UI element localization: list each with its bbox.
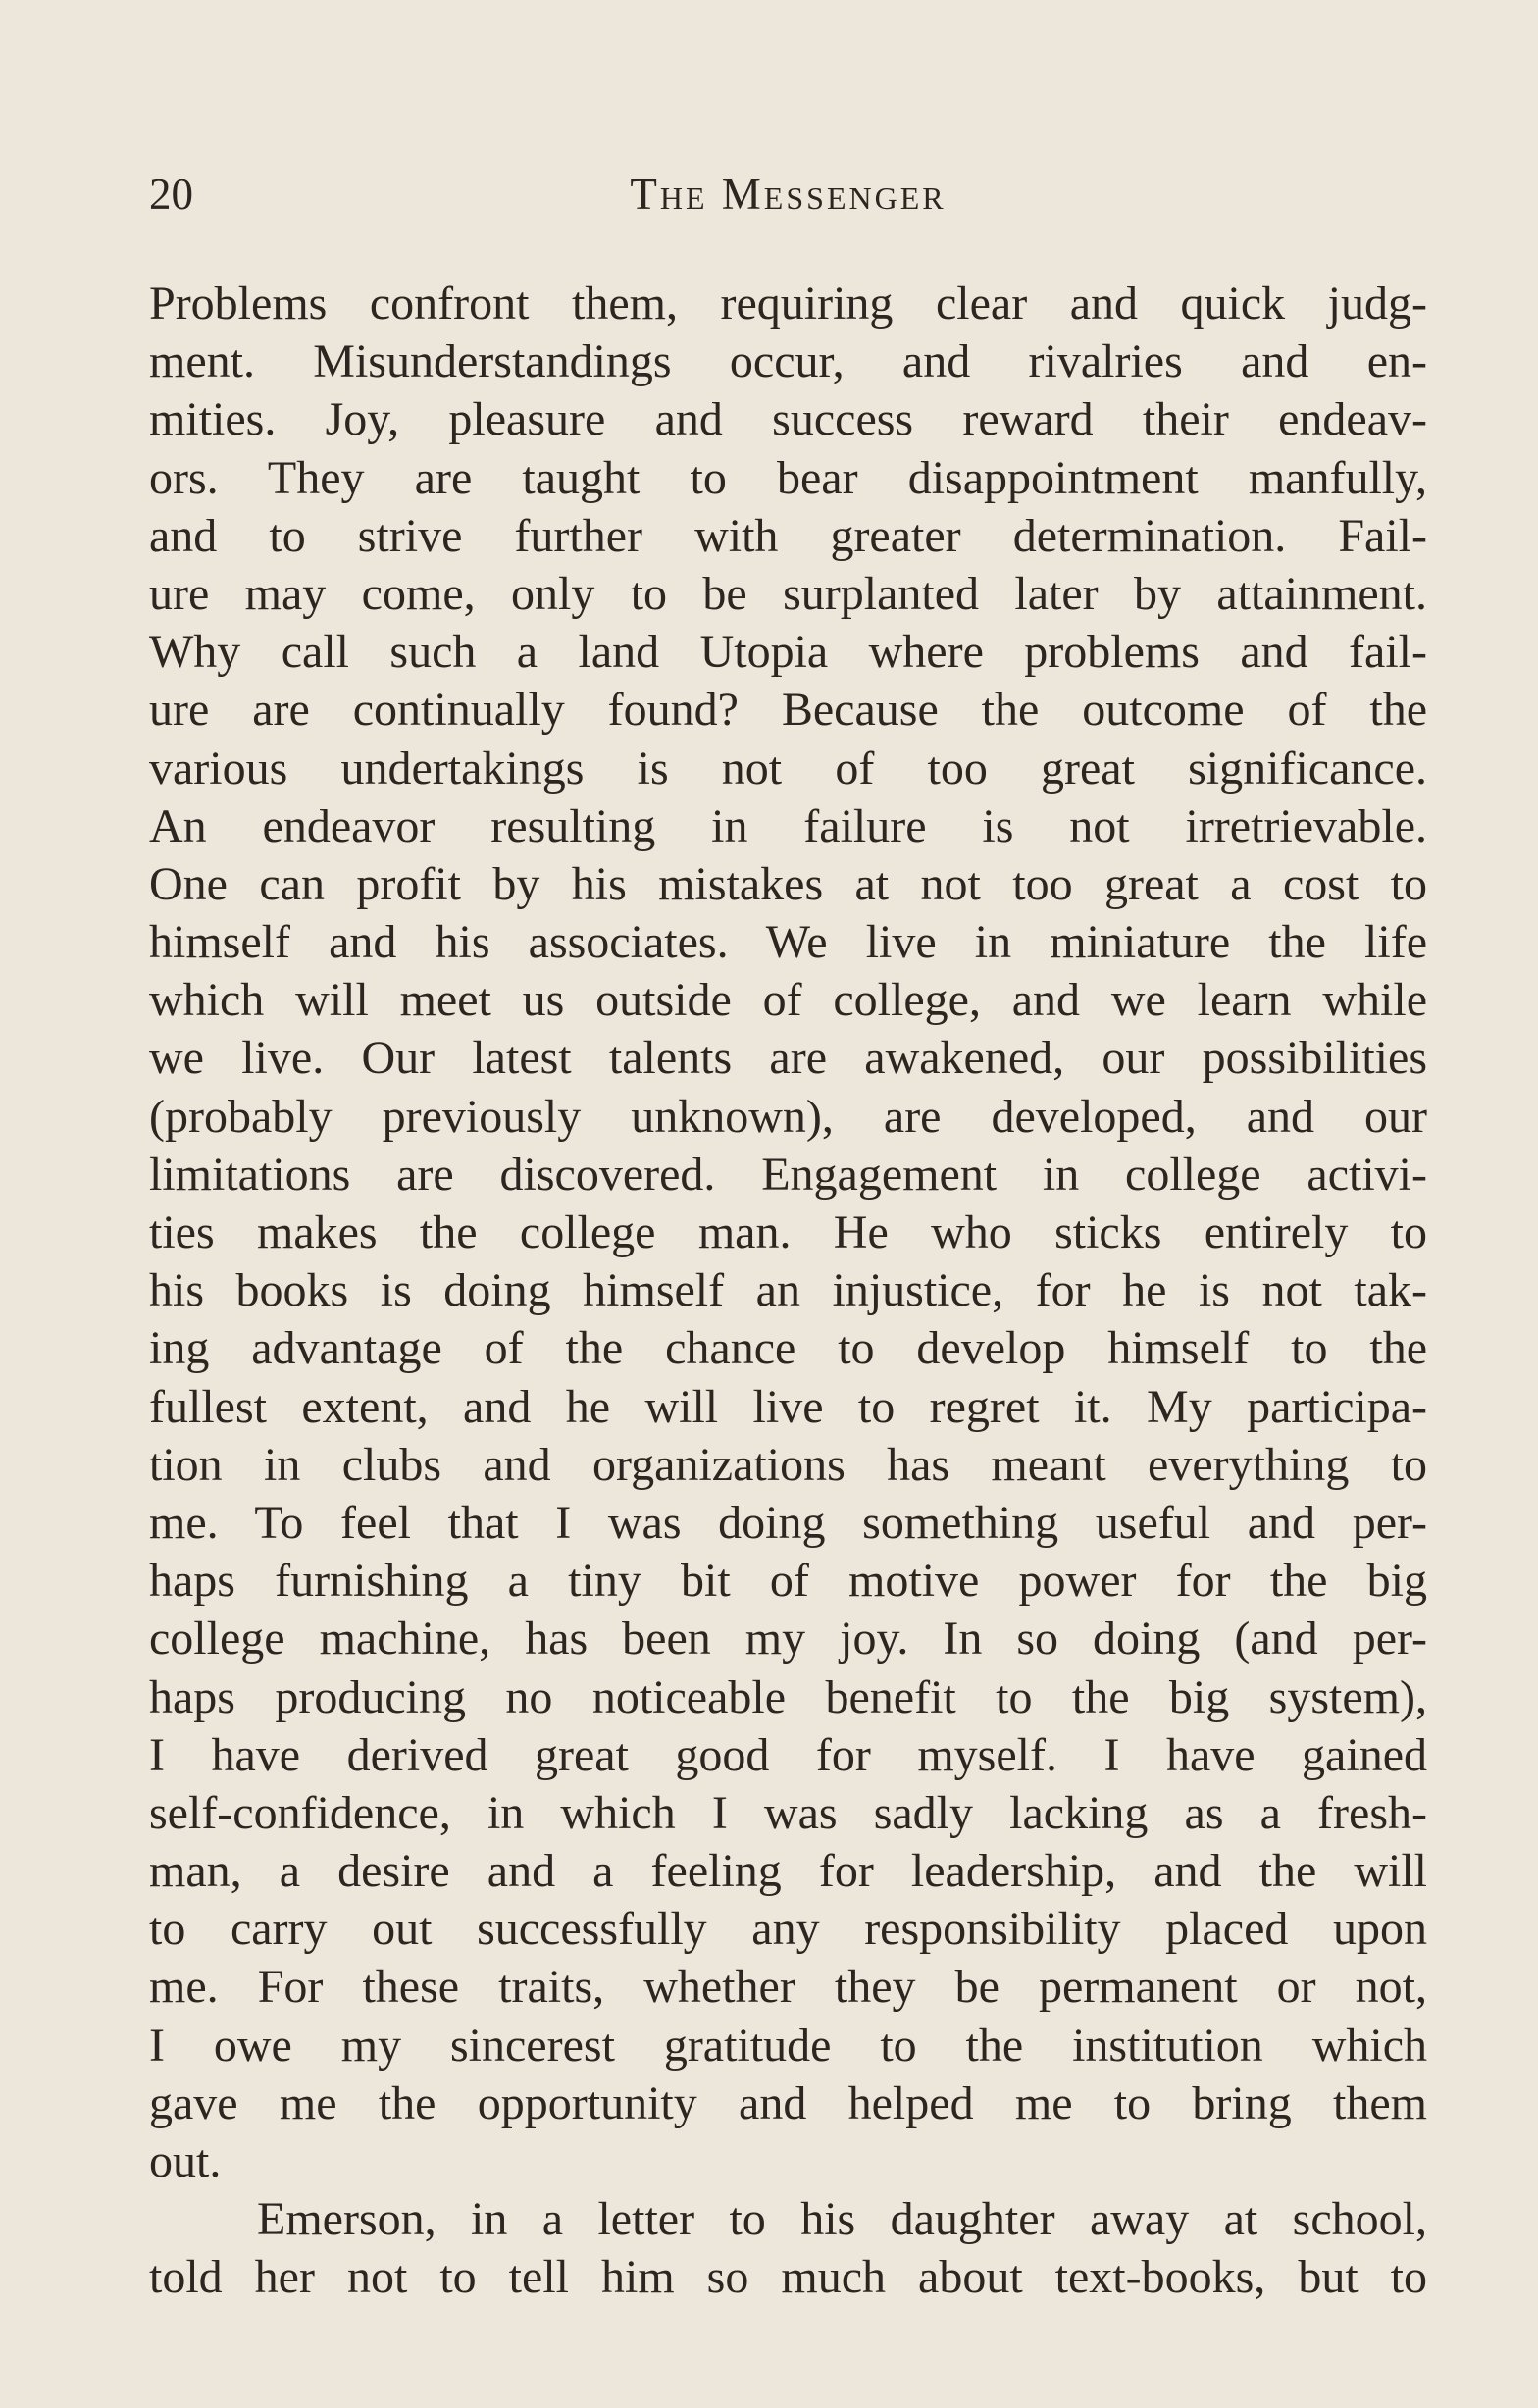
text-line: One can profit by his mistakes at not too great a cost to [149,857,1427,910]
text-line: college machine, has been my joy. In so doing (and per- [149,1613,1427,1665]
text-line: haps furnishing a tiny bit of motive power for the big [149,1555,1427,1608]
text-line: man, a desire and a feeling for leadership, and the will [149,1845,1427,1898]
text-line: fullest extent, and he will live to regret it. My participa- [149,1380,1427,1433]
page-number: 20 [149,170,193,219]
running-head [149,165,1427,224]
text-line: himself and his associates. We live in miniature the life [149,916,1427,969]
paragraph-start-line: Emerson, in a letter to his daughter away at school, [257,2193,1427,2246]
text-line: (probably previously unknown), are developed, and our [149,1090,1427,1143]
text-line: ure may come, only to be surplanted later by attainment. [149,567,1427,620]
text-line: self-confidence, in which I was sadly lacking as a fresh- [149,1786,1427,1839]
text-line: which will meet us outside of college, and we learn while [149,974,1427,1027]
text-line: told her not to tell him so much about text-books, but to [149,2251,1427,2304]
text-line: I have derived great good for myself. I have gained [149,1728,1427,1781]
text-line: me. To feel that I was doing something useful and per- [149,1496,1427,1549]
text-line: haps producing no noticeable benefit to the big system), [149,1670,1427,1723]
text-line: An endeavor resulting in failure is not irretrievable. [149,799,1427,852]
paragraph-end-line: out. [149,2135,222,2187]
body-text [149,275,1427,2307]
journal-title: The Messenger [630,170,947,219]
text-line: various undertakings is not of too great significance. [149,742,1427,794]
text-line: I owe my sincerest gratitude to the institution which [149,2019,1427,2072]
text-line: and to strive further with greater determination. Fail- [149,509,1427,562]
text-line: ors. They are taught to bear disappointment manfully, [149,451,1427,504]
text-line: ment. Misunderstandings occur, and rivalries and en- [149,335,1427,388]
text-line: ure are continually found? Because the outcome of the [149,684,1427,737]
text-line: ing advantage of the chance to develop himself to the [149,1322,1427,1375]
text-line: gave me the opportunity and helped me to bring them [149,2076,1427,2129]
text-line: his books is doing himself an injustice, for he is not tak- [149,1264,1427,1317]
text-line: we live. Our latest talents are awakened, our possibilities [149,1032,1427,1085]
text-line: me. For these traits, whether they be permanent or not, [149,1961,1427,2014]
text-line: tion in clubs and organizations has meant everything to [149,1438,1427,1491]
text-line: Why call such a land Utopia where problems and fail- [149,626,1427,679]
text-line: ties makes the college man. He who sticks entirely to [149,1206,1427,1258]
text-line: Problems confront them, requiring clear and quick judg- [149,278,1427,330]
text-line: to carry out successfully any responsibility placed upon [149,1903,1427,1956]
text-line: mities. Joy, pleasure and success reward their endeav- [149,393,1427,446]
text-line: limitations are discovered. Engagement in college activi- [149,1148,1427,1201]
